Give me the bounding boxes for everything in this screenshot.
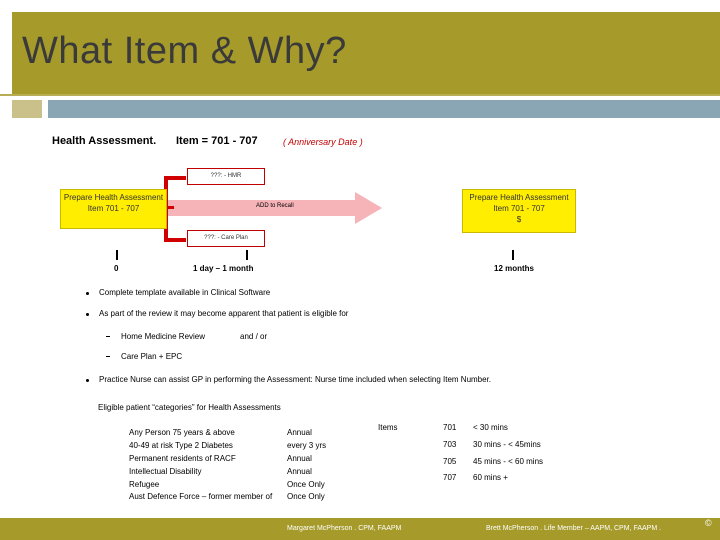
item-time: 60 mins + (473, 473, 508, 482)
items-header: Items (378, 423, 398, 432)
item-time: < 30 mins (473, 423, 508, 432)
bullet-complete-template: Complete template available in Clinical Software (99, 288, 271, 297)
timeline-label-12: 12 months (494, 264, 535, 273)
item-row (443, 423, 573, 432)
divider-line (0, 94, 720, 96)
left-box-line2: Item 701 - 707 (87, 204, 140, 213)
bullet-practice-nurse: Practice Nurse can assist GP in performing the Assessment: Nurse time included when selecting Item Number. (99, 375, 492, 384)
category-name: Intellectual Disability (129, 467, 202, 476)
category-name: Aust Defence Force – former member of (129, 492, 273, 501)
decorative-bar (48, 100, 720, 118)
timeline-label-0: 0 (114, 264, 119, 273)
category-name: Permanent residents of RACF (129, 454, 236, 463)
category-row (129, 441, 339, 453)
anniversary-note: ( Anniversary Date ) (283, 137, 363, 147)
left-assessment-box (60, 189, 167, 229)
item-code: 703 (443, 440, 457, 449)
timeline-tick-1 (246, 250, 248, 260)
sub-dash (106, 356, 110, 357)
red-connector-top (164, 176, 186, 180)
item-row (443, 457, 573, 466)
sub-care-plan: Care Plan + EPC (121, 352, 183, 361)
bullet-dot (86, 313, 89, 316)
red-connector-bottom (164, 238, 186, 242)
item-code: 701 (443, 423, 457, 432)
item-row (443, 473, 573, 482)
hmr-label: ???: - HMR (210, 173, 242, 179)
category-row (129, 467, 339, 479)
careplan-label: ???: - Care Plan (204, 235, 248, 241)
sub-and-or: and / or (240, 332, 268, 341)
category-row (129, 454, 339, 466)
category-row (129, 428, 339, 440)
category-row (129, 492, 339, 504)
timeline-label-1: 1 day – 1 month (193, 264, 254, 273)
heading-health-assessment: Health Assessment. (52, 135, 157, 147)
decorative-square (12, 100, 42, 118)
category-name: 40-49 at risk Type 2 Diabetes (129, 441, 233, 450)
careplan-box (187, 230, 265, 247)
right-box-line3: $ (516, 215, 522, 224)
bullet-eligible: As part of the review it may become apparent that patient is eligible for (99, 309, 349, 318)
right-box-line1: Prepare Health Assessment (469, 193, 569, 202)
category-name: Any Person 75 years & above (129, 428, 235, 437)
arrow-label: ADD to Recall (256, 203, 294, 209)
category-freq: Annual (287, 428, 312, 437)
title-band (12, 12, 720, 94)
right-box-line2: Item 701 - 707 (493, 204, 545, 213)
item-code: 705 (443, 457, 457, 466)
footer-right-credit: Brett McPherson . Life Member – AAPM, CPM, FAAPM . (486, 525, 662, 532)
sub-home-medicine-review: Home Medicine Review (121, 332, 206, 341)
item-row (443, 440, 573, 449)
right-assessment-box (462, 189, 576, 233)
timeline-tick-12 (512, 250, 514, 260)
category-freq: Once Only (287, 492, 325, 501)
hmr-box (187, 168, 265, 185)
item-time: 45 mins - < 60 mins (473, 457, 544, 466)
category-name: Refugee (129, 480, 160, 489)
category-freq: Once Only (287, 480, 325, 489)
slide-title: What Item & Why? (22, 30, 347, 72)
footer-left-credit: Margaret McPherson . CPM, FAAPM (287, 525, 402, 532)
category-freq: Annual (287, 454, 312, 463)
item-code: 707 (443, 473, 457, 482)
category-freq: every 3 yrs (287, 441, 327, 450)
sub-dash (106, 336, 110, 337)
timeline-tick-0 (116, 250, 118, 260)
category-freq: Annual (287, 467, 312, 476)
bullet-dot (86, 379, 89, 382)
category-row (129, 480, 339, 492)
eligible-heading: Eligible patient “categories” for Health Assessments (98, 403, 281, 412)
item-time: 30 mins - < 45mins (473, 440, 541, 449)
heading-item-range: Item = 701 - 707 (176, 135, 258, 147)
left-box-line1: Prepare Health Assessment (63, 193, 164, 202)
copyright-icon: © (705, 518, 712, 528)
bullet-dot (86, 292, 89, 295)
